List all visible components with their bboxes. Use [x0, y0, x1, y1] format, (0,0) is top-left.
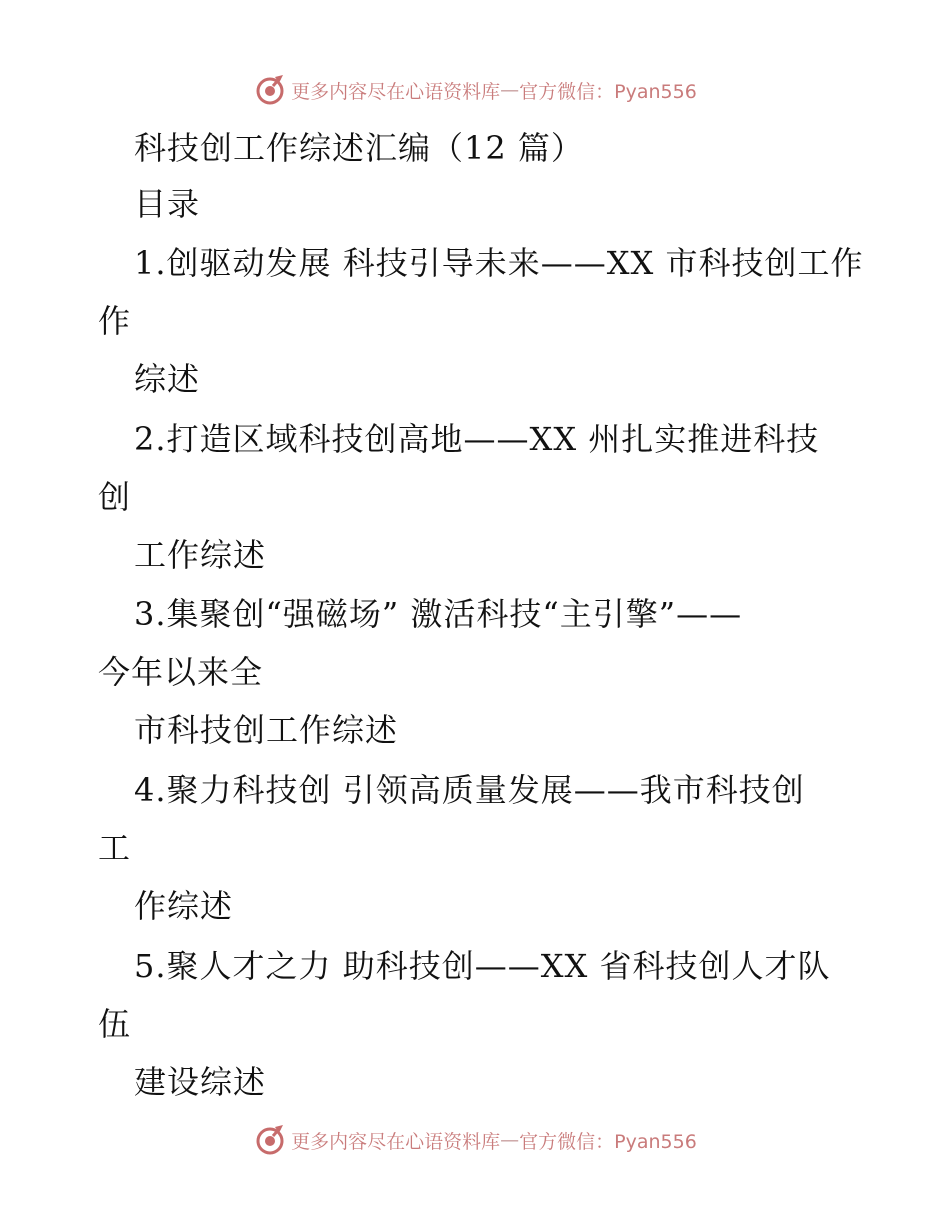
toc-line: 建设综述	[134, 1063, 267, 1101]
toc-line: 今年以来全	[98, 653, 264, 691]
watermark-site: 更多内容尽在心语资料库	[291, 1130, 501, 1153]
toc-line: 5.聚人才之力 助科技创——XX 省科技创人才队	[134, 947, 831, 985]
toc-line: 作	[98, 302, 132, 340]
toc-line: 工	[98, 829, 132, 867]
toc-line: 作综述	[134, 887, 234, 925]
toc-line: 2.打造区域科技创高地——XX 州扎实推进科技	[134, 420, 820, 458]
pen-logo-icon	[253, 1123, 287, 1157]
toc-line: 伍	[98, 1005, 132, 1043]
pen-logo-icon	[253, 73, 287, 107]
watermark-banner-bottom	[0, 1120, 950, 1160]
watermark-dash: —	[500, 1129, 520, 1151]
watermark-dash: —	[500, 79, 520, 101]
toc-line: 综述	[134, 360, 201, 398]
toc-line: 工作综述	[134, 536, 267, 574]
toc-heading: 目录	[134, 185, 201, 223]
toc-line: 创	[98, 478, 132, 516]
watermark-wechat: 官方微信：Pyan556	[519, 80, 697, 103]
doc-title: 科技创工作综述汇编（12 篇）	[134, 129, 584, 167]
watermark-banner-top	[0, 70, 950, 110]
toc-line: 4.聚力科技创 引领高质量发展——我市科技创	[134, 771, 805, 809]
watermark-site: 更多内容尽在心语资料库	[291, 80, 501, 103]
toc-line: 市科技创工作综述	[134, 711, 399, 749]
toc-line: 1.创驱动发展 科技引导未来——XX 市科技创工作	[134, 244, 864, 282]
toc-line: 3.集聚创“强磁场” 激活科技“主引擎”——	[134, 595, 743, 633]
watermark-wechat: 官方微信：Pyan556	[519, 1130, 697, 1153]
